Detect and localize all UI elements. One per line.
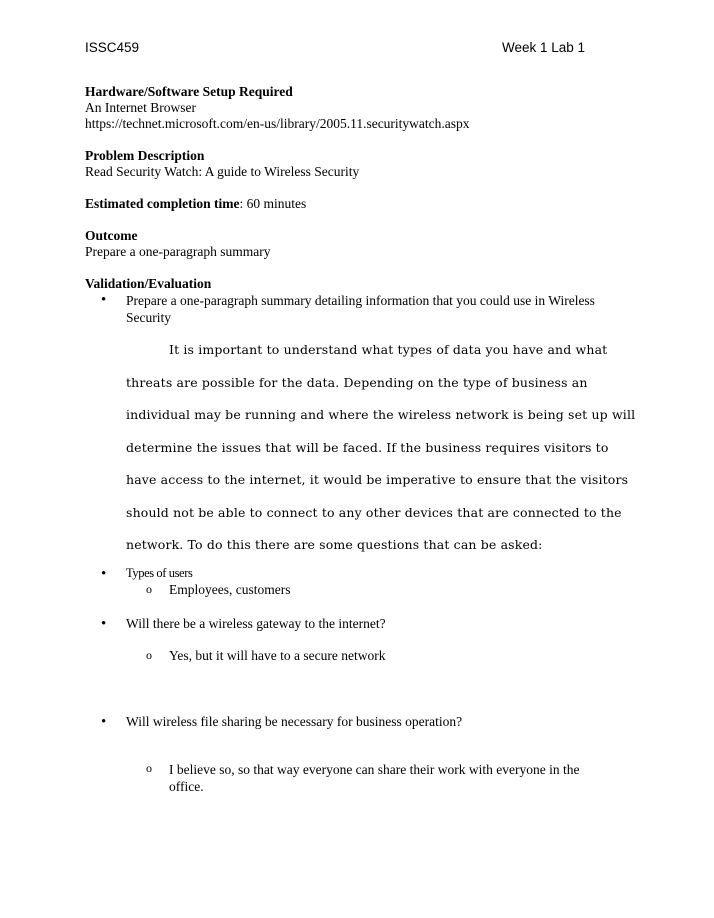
answer-text: Yes, but it will have to a secure network <box>169 648 386 663</box>
circle-bullet-icon: o <box>146 648 152 662</box>
setup-section <box>85 84 645 132</box>
outcome-text: Prepare a one-paragraph summary <box>85 244 271 259</box>
header-course: ISSC459 <box>85 40 140 55</box>
problem-title: Problem Description <box>85 148 205 163</box>
estimate-section <box>85 196 645 212</box>
validation-section <box>85 276 645 292</box>
bullet-icon: • <box>101 292 107 308</box>
bullet-icon: • <box>101 714 107 730</box>
estimate-label: Estimated completion time <box>85 196 240 211</box>
answer-text: I believe so, so that way everyone can share their work with everyone in the office. <box>169 762 580 794</box>
validation-title: Validation/Evaluation <box>85 276 212 291</box>
circle-bullet-icon: o <box>146 582 152 596</box>
outcome-section <box>85 228 645 260</box>
circle-bullet-icon: o <box>146 761 152 775</box>
bullet-icon: • <box>101 566 107 582</box>
document-body <box>85 84 645 794</box>
question-text: Will wireless file sharing be necessary for business operation? <box>126 714 463 729</box>
header-lab: Week 1 Lab 1 <box>502 40 586 55</box>
problem-text: Read Security Watch: A guide to Wireless Security <box>85 164 360 179</box>
problem-section <box>85 148 645 180</box>
setup-title: Hardware/Software Setup Required <box>85 84 293 99</box>
setup-line: An Internet Browser <box>85 100 196 115</box>
bullet-icon: • <box>101 616 107 632</box>
question-text: Will there be a wireless gateway to the internet? <box>126 616 386 631</box>
estimate-value: : 60 minutes <box>239 196 307 211</box>
setup-link[interactable]: https://technet.microsoft.com/en-us/library/2005.11.securitywatch.aspx <box>85 116 470 131</box>
summary-paragraph: It is important to understand what types of data you have and what threats are possible for the data. Depending on the type of business an individual may be running and where the wireless network is being set up will determine the issues that will be faced. If the business requires visitors to have access to the internet, it would be imperative to ensure that the visitors should not be able to connect to any other devices that are connected to the network. To do this there are some questions that can be asked: <box>126 342 636 552</box>
outcome-title: Outcome <box>85 228 138 243</box>
bullet-text: Prepare a one-paragraph summary detailing information that you could use in Wireless Security <box>126 293 595 325</box>
answer-text: Employees, customers <box>169 582 291 597</box>
question-text: Types of users <box>126 566 193 580</box>
